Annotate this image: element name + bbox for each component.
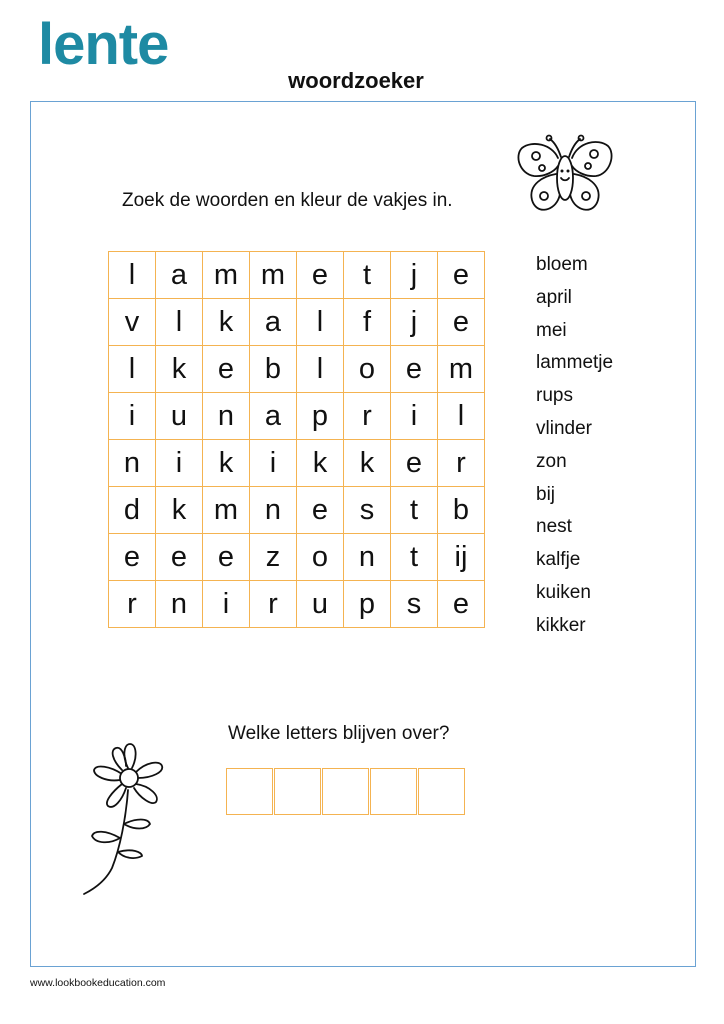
- grid-cell[interactable]: r: [438, 440, 485, 487]
- grid-cell[interactable]: a: [250, 393, 297, 440]
- grid-cell[interactable]: ij: [438, 534, 485, 581]
- flower-icon: [80, 738, 170, 898]
- word-list-item: bij: [536, 483, 556, 505]
- grid-cell[interactable]: b: [438, 487, 485, 534]
- grid-cell[interactable]: o: [344, 346, 391, 393]
- word-list-item: rups: [536, 385, 573, 407]
- grid-cell[interactable]: t: [391, 534, 438, 581]
- grid-cell[interactable]: e: [438, 252, 485, 299]
- grid-cell[interactable]: u: [156, 393, 203, 440]
- grid-row: [109, 487, 485, 534]
- grid-cell[interactable]: l: [109, 252, 156, 299]
- grid-cell[interactable]: f: [344, 299, 391, 346]
- grid-cell[interactable]: m: [203, 252, 250, 299]
- grid-cell[interactable]: k: [297, 440, 344, 487]
- grid-cell[interactable]: k: [344, 440, 391, 487]
- grid-cell[interactable]: n: [156, 581, 203, 628]
- word-list-item: vlinder: [536, 417, 592, 439]
- grid-cell[interactable]: l: [109, 346, 156, 393]
- question-text: Welke letters blijven over?: [228, 723, 450, 744]
- grid-cell[interactable]: b: [250, 346, 297, 393]
- word-list-item: lammetje: [536, 352, 614, 374]
- grid-cell[interactable]: l: [297, 299, 344, 346]
- grid-cell[interactable]: t: [391, 487, 438, 534]
- word-list-item: april: [536, 286, 572, 308]
- word-list-item: kalfje: [536, 549, 581, 571]
- answer-box[interactable]: [418, 768, 465, 815]
- grid-cell[interactable]: e: [203, 534, 250, 581]
- word-list: [536, 253, 613, 647]
- grid-row: [109, 581, 485, 628]
- grid-cell[interactable]: e: [156, 534, 203, 581]
- grid-cell[interactable]: e: [109, 534, 156, 581]
- grid-cell[interactable]: p: [344, 581, 391, 628]
- word-list-item: nest: [536, 516, 572, 538]
- grid-cell[interactable]: k: [203, 440, 250, 487]
- grid-cell[interactable]: n: [109, 440, 156, 487]
- word-list-item: bloem: [536, 254, 588, 275]
- grid-cell[interactable]: i: [203, 581, 250, 628]
- grid-cell[interactable]: i: [156, 440, 203, 487]
- grid-cell[interactable]: m: [203, 487, 250, 534]
- grid-cell[interactable]: r: [344, 393, 391, 440]
- answer-boxes: [226, 768, 466, 815]
- grid-cell[interactable]: t: [344, 252, 391, 299]
- grid-cell[interactable]: e: [203, 346, 250, 393]
- grid-row: [109, 534, 485, 581]
- grid-cell[interactable]: k: [203, 299, 250, 346]
- subtitle-text: woordzoeker: [288, 68, 424, 93]
- grid-row: [109, 346, 485, 393]
- word-list-item: kuiken: [536, 581, 591, 603]
- grid-cell[interactable]: i: [250, 440, 297, 487]
- page-subtitle: [0, 68, 724, 94]
- grid-cell[interactable]: k: [156, 346, 203, 393]
- grid-cell[interactable]: d: [109, 487, 156, 534]
- grid-cell[interactable]: m: [438, 346, 485, 393]
- grid-cell[interactable]: s: [344, 487, 391, 534]
- grid-cell[interactable]: l: [156, 299, 203, 346]
- grid-cell[interactable]: o: [297, 534, 344, 581]
- grid-cell[interactable]: z: [250, 534, 297, 581]
- word-search-grid: [108, 251, 485, 628]
- answer-box[interactable]: [274, 768, 321, 815]
- grid-cell[interactable]: k: [156, 487, 203, 534]
- grid-cell[interactable]: l: [438, 393, 485, 440]
- answer-box[interactable]: [370, 768, 417, 815]
- grid-cell[interactable]: v: [109, 299, 156, 346]
- grid-cell[interactable]: j: [391, 252, 438, 299]
- page-title: lente: [38, 12, 169, 77]
- grid-cell[interactable]: e: [297, 487, 344, 534]
- grid-cell[interactable]: j: [391, 299, 438, 346]
- grid-cell[interactable]: n: [250, 487, 297, 534]
- grid-cell[interactable]: s: [391, 581, 438, 628]
- grid-cell[interactable]: n: [344, 534, 391, 581]
- grid-cell[interactable]: r: [109, 581, 156, 628]
- grid-cell[interactable]: l: [297, 346, 344, 393]
- grid-row: [109, 252, 485, 299]
- word-list-item: kikker: [536, 614, 586, 636]
- answer-box[interactable]: [322, 768, 369, 815]
- footer-url: www.lookbookeducation.com: [30, 977, 166, 989]
- grid-cell[interactable]: m: [250, 252, 297, 299]
- grid-row: [109, 440, 485, 487]
- grid-cell[interactable]: r: [250, 581, 297, 628]
- grid-cell[interactable]: e: [391, 440, 438, 487]
- grid-row: [109, 299, 485, 346]
- word-list-item: mei: [536, 319, 567, 341]
- butterfly-icon: [512, 130, 618, 220]
- grid-cell[interactable]: e: [297, 252, 344, 299]
- grid-cell[interactable]: e: [438, 581, 485, 628]
- grid-cell[interactable]: a: [156, 252, 203, 299]
- grid-cell[interactable]: n: [203, 393, 250, 440]
- grid-cell[interactable]: a: [250, 299, 297, 346]
- answer-box[interactable]: [226, 768, 273, 815]
- grid-cell[interactable]: p: [297, 393, 344, 440]
- grid-row: [109, 393, 485, 440]
- instruction-text: Zoek de woorden en kleur de vakjes in.: [122, 190, 453, 211]
- grid-cell[interactable]: u: [297, 581, 344, 628]
- grid-cell[interactable]: e: [391, 346, 438, 393]
- word-list-item: zon: [536, 450, 567, 472]
- grid-cell[interactable]: e: [438, 299, 485, 346]
- grid-cell[interactable]: i: [391, 393, 438, 440]
- grid-cell[interactable]: i: [109, 393, 156, 440]
